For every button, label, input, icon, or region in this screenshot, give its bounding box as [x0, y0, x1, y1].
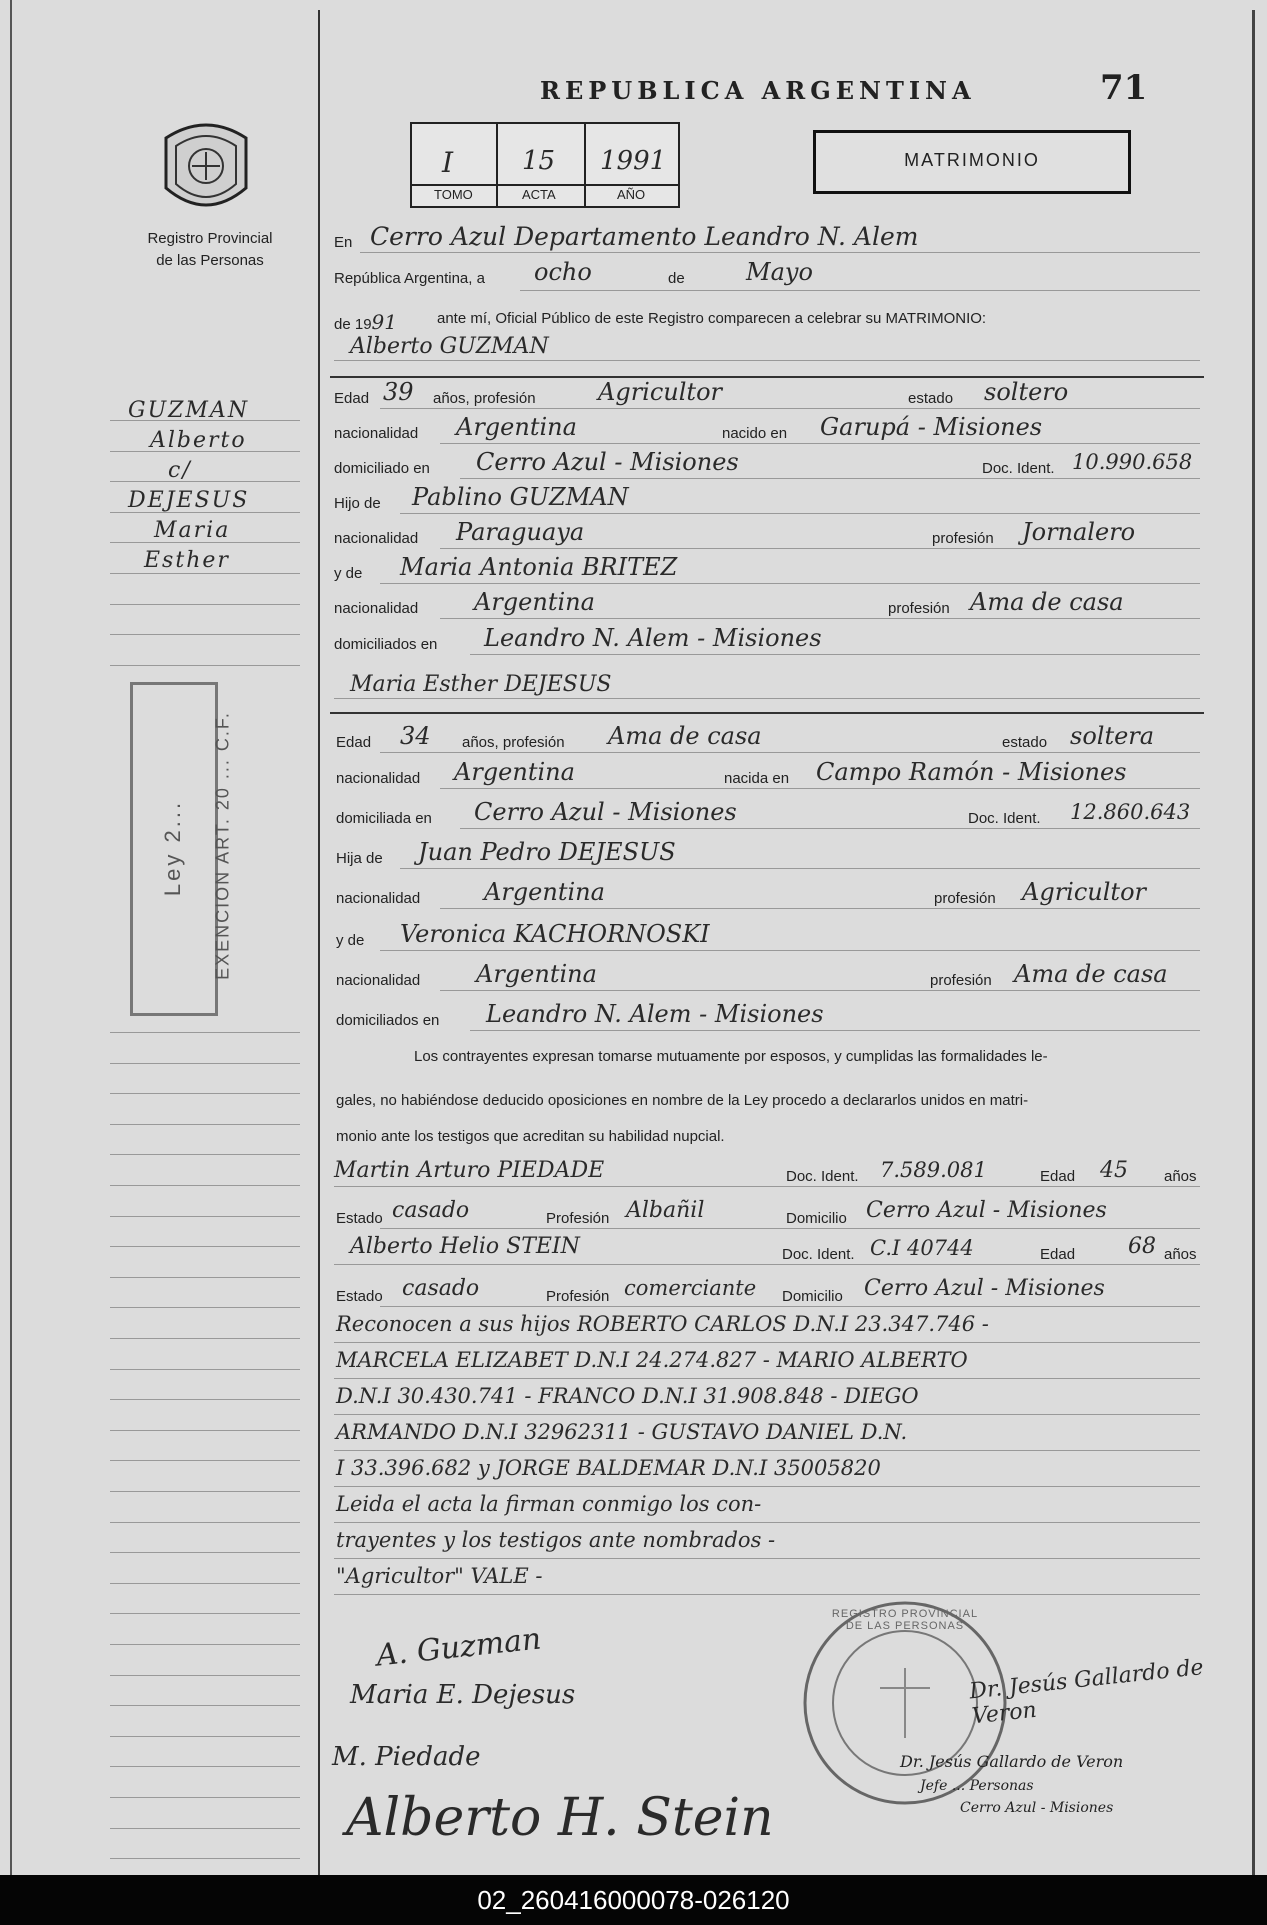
- groom-madre-nacionalidad: Argentina: [474, 588, 595, 616]
- tomo-value: I: [442, 146, 454, 179]
- groom-estado: soltero: [984, 378, 1069, 406]
- de-label: de: [668, 270, 685, 287]
- groom-nacido-en: Garupá - Misiones: [820, 413, 1043, 441]
- annotation-rule: [334, 1486, 1200, 1487]
- margin-ruled-line: [110, 1766, 300, 1767]
- bride-padres-domicilio: Leandro N. Alem - Misiones: [486, 1000, 824, 1028]
- groom-yde-label: y de: [334, 565, 363, 582]
- bride-nacida-en: Campo Ramón - Misiones: [816, 758, 1127, 786]
- margin-ruled-line: [110, 1430, 300, 1431]
- marriage-month: Mayo: [746, 258, 813, 286]
- bride-profesion: Ama de casa: [608, 722, 762, 750]
- witness-1-name: Martin Arturo PIEDADE: [334, 1158, 605, 1183]
- witness-2-doc: C.I 40744: [870, 1236, 974, 1260]
- margin-ruled-line: [110, 451, 300, 452]
- groom-section-rule: [330, 376, 1204, 378]
- margin-note-line: DEJESUS: [128, 488, 250, 513]
- annotation-line: I 33.396.682 y JORGE BALDEMAR D.N.I 35005820: [336, 1456, 881, 1480]
- margin-note-line: c/: [168, 458, 192, 483]
- margin-ruled-line: [110, 665, 300, 666]
- annotation-rule: [334, 1378, 1200, 1379]
- bride-yde-label: y de: [336, 932, 365, 949]
- officer-stamp-line1: Dr. Jesús Gallardo de Veron: [900, 1752, 1124, 1771]
- groom-doc-label: Doc. Ident.: [982, 460, 1055, 477]
- formula-line-2: gales, no habiéndose deducido oposiciones en nombre de la Ley procedo a declararlos unidos en matri-: [336, 1092, 1029, 1109]
- groom-estado-label: estado: [908, 390, 954, 407]
- witness-2-edad: 68: [1128, 1234, 1156, 1259]
- bride-padre-profesion: Agricultor: [1022, 878, 1146, 906]
- page-number: 71: [1100, 68, 1148, 108]
- formula-line-1: Los contrayentes expresan tomarse mutuamente por esposos, y cumplidas las formalidades le-: [414, 1048, 1048, 1065]
- witness-1-doc: 7.589.081: [880, 1158, 987, 1182]
- margin-ruled-line: [110, 1246, 300, 1247]
- bride-anos-label: años, profesión: [462, 734, 565, 751]
- bride-madre-nacionalidad: Argentina: [476, 960, 597, 988]
- annotation-line: trayentes y los testigos ante nombrados -: [336, 1528, 776, 1552]
- annotation-line: Leida el acta la firman conmigo los con-: [336, 1492, 762, 1516]
- margin-ruled-line: [110, 512, 300, 513]
- witness-1-signature: M. Piedade: [332, 1742, 481, 1772]
- bride-nacionalidad: Argentina: [454, 758, 575, 786]
- margin-ruled-line: [110, 1460, 300, 1461]
- groom-signature: A. Guzman: [374, 1621, 543, 1674]
- year-prefix-text: de 19: [334, 316, 372, 333]
- bride-padre-profesion-label: profesión: [934, 890, 996, 907]
- bride-edad-label: Edad: [336, 734, 372, 751]
- bride-name-heading: Maria Esther DEJESUS: [350, 672, 612, 697]
- intro-statement: ante mí, Oficial Público de este Registro comparecen a celebrar su MATRIMONIO:: [437, 310, 987, 327]
- annotation-line: "Agricultor" VALE -: [336, 1564, 543, 1588]
- margin-ruled-line: [110, 604, 300, 605]
- bride-estado: soltera: [1070, 722, 1155, 750]
- annotation-rule: [334, 1450, 1200, 1451]
- seal-org-line2: de las Personas: [156, 252, 264, 269]
- margin-ruled-line: [110, 1307, 300, 1308]
- groom-hijo-label: Hijo de: [334, 495, 381, 512]
- formula-line-3: monio ante los testigos que acreditan su habilidad nupcial.: [336, 1128, 725, 1145]
- act-type-box: [813, 130, 1131, 194]
- document-title: REPUBLICA ARGENTINA: [540, 76, 976, 105]
- round-stamp-text: REGISTRO PROVINCIAL DE LAS PERSONAS: [831, 1608, 979, 1632]
- groom-profesion: Agricultor: [598, 378, 722, 406]
- republica-label: República Argentina, a: [334, 270, 485, 287]
- groom-madre-profesion: Ama de casa: [970, 588, 1124, 616]
- margin-ruled-line: [110, 1124, 300, 1125]
- witness-2-profesion-label: Profesión: [546, 1288, 610, 1305]
- bride-madre-profesion: Ama de casa: [1014, 960, 1168, 988]
- margin-ruled-line: [110, 1491, 300, 1492]
- witness-1-profesion-label: Profesión: [546, 1210, 610, 1227]
- year-suffix: 91: [371, 310, 397, 334]
- left-margin-rule: [10, 0, 12, 1875]
- margin-ruled-line: [110, 1093, 300, 1094]
- margin-ruled-line: [110, 1613, 300, 1614]
- groom-anos-label: años, profesión: [433, 390, 536, 407]
- groom-padre-nacionalidad-label: nacionalidad: [334, 530, 419, 547]
- marriage-day: ocho: [534, 258, 592, 286]
- witness-1-anos-label: años: [1164, 1168, 1197, 1185]
- ano-label: AÑO: [617, 187, 646, 202]
- groom-domiciliado-label: domiciliado en: [334, 460, 430, 477]
- witness-1-estado-label: Estado: [336, 1210, 383, 1227]
- margin-note-line: Maria: [154, 518, 231, 543]
- exemption-stamp: [130, 682, 233, 1016]
- marriage-place: Cerro Azul Departamento Leandro N. Alem: [370, 222, 919, 251]
- margin-ruled-line: [110, 1797, 300, 1798]
- margin-ruled-line: [110, 1154, 300, 1155]
- margin-ruled-line: [110, 1705, 300, 1706]
- margin-note-line: Esther: [144, 548, 230, 573]
- margin-ruled-line: [110, 481, 300, 482]
- bride-nacionalidad-label: nacionalidad: [336, 770, 421, 787]
- bride-doc: 12.860.643: [1070, 800, 1191, 824]
- bride-section-rule: [330, 712, 1204, 714]
- witness-2-domicilio: Cerro Azul - Misiones: [864, 1276, 1105, 1301]
- witness-1-domicilio-label: Domicilio: [786, 1210, 847, 1227]
- tomo-label: TOMO: [434, 187, 473, 202]
- witness-1-edad: 45: [1100, 1158, 1128, 1183]
- groom-nacido-label: nacido en: [722, 425, 788, 442]
- groom-nacionalidad: Argentina: [456, 413, 577, 441]
- annotation-line: Reconocen a sus hijos ROBERTO CARLOS D.N.I 23.347.746 -: [336, 1312, 989, 1336]
- margin-ruled-line: [110, 1277, 300, 1278]
- annotation-rule: [334, 1594, 1200, 1595]
- margin-ruled-line: [110, 1216, 300, 1217]
- annotation-line: D.N.I 30.430.741 - FRANCO D.N.I 31.908.848 - DIEGO: [336, 1384, 919, 1408]
- margin-ruled-line: [110, 634, 300, 635]
- groom-domicilio: Cerro Azul - Misiones: [476, 448, 739, 476]
- bride-padre-nacionalidad: Argentina: [484, 878, 605, 906]
- bride-madre-profesion-label: profesión: [930, 972, 992, 989]
- groom-madre: Maria Antonia BRITEZ: [400, 553, 678, 581]
- right-edge-rule: [1252, 10, 1255, 1875]
- groom-doc: 10.990.658: [1072, 450, 1193, 474]
- groom-edad-label: Edad: [334, 390, 370, 407]
- groom-padres-domicilio: Leandro N. Alem - Misiones: [484, 624, 822, 652]
- ano-value: 1991: [600, 146, 667, 176]
- margin-ruled-line: [110, 1522, 300, 1523]
- margin-ruled-line: [110, 1399, 300, 1400]
- bride-signature: Maria E. Dejesus: [350, 1680, 576, 1710]
- margin-ruled-line: [110, 1063, 300, 1064]
- bride-hija-label: Hija de: [336, 850, 383, 867]
- bride-padres-domicilio-label: domiciliados en: [336, 1012, 440, 1029]
- bride-domiciliada-label: domiciliada en: [336, 810, 432, 827]
- witness-2-anos-label: años: [1164, 1246, 1197, 1263]
- officer-stamp-line3: Cerro Azul - Misiones: [960, 1800, 1114, 1816]
- margin-note-line: GUZMAN: [128, 398, 250, 423]
- groom-padre-nacionalidad: Paraguaya: [456, 518, 585, 546]
- witness-2-name: Alberto Helio STEIN: [350, 1234, 580, 1259]
- witness-2-edad-label: Edad: [1040, 1246, 1076, 1263]
- groom-madre-profesion-label: profesión: [888, 600, 950, 617]
- groom-name-heading: Alberto GUZMAN: [350, 334, 549, 359]
- witness-1-domicilio: Cerro Azul - Misiones: [866, 1198, 1107, 1223]
- annotation-rule: [334, 1414, 1200, 1415]
- margin-ruled-line: [110, 542, 300, 543]
- margin-ruled-line: [110, 1552, 300, 1553]
- exemption-stamp-text-2: EXENCION ART. 20 ... C.F.: [212, 711, 233, 980]
- en-label: En: [334, 234, 353, 251]
- scan-identifier-footer: 02_260416000078-026120: [0, 1875, 1267, 1925]
- bride-nacida-label: nacida en: [724, 770, 790, 787]
- exemption-stamp-text-1: Ley 2...: [160, 799, 185, 897]
- margin-ruled-line: [110, 1583, 300, 1584]
- margin-ruled-line: [110, 1185, 300, 1186]
- annotation-rule: [334, 1558, 1200, 1559]
- margin-ruled-line: [110, 1644, 300, 1645]
- bride-estado-label: estado: [1002, 734, 1048, 751]
- annotation-rule: [334, 1342, 1200, 1343]
- groom-padre: Pablino GUZMAN: [412, 483, 629, 511]
- margin-ruled-line: [110, 1032, 300, 1033]
- provincial-seal: [152, 118, 260, 218]
- witness-2-estado-label: Estado: [336, 1288, 383, 1305]
- witness-1-doc-label: Doc. Ident.: [786, 1168, 859, 1185]
- officer-signature: Dr. Jesús Gallardo de Veron: [968, 1655, 1205, 1730]
- bride-padre: Juan Pedro DEJESUS: [418, 838, 676, 866]
- margin-note-line: Alberto: [150, 428, 247, 453]
- annotation-line: ARMANDO D.N.I 32962311 - GUSTAVO DANIEL D.N.: [336, 1420, 908, 1444]
- groom-padres-domicilio-label: domiciliados en: [334, 636, 438, 653]
- margin-ruled-line: [110, 1828, 300, 1829]
- bride-doc-label: Doc. Ident.: [968, 810, 1041, 827]
- margin-ruled-line: [110, 1675, 300, 1676]
- witness-2-domicilio-label: Domicilio: [782, 1288, 843, 1305]
- witness-2-doc-label: Doc. Ident.: [782, 1246, 855, 1263]
- act-type-label: MATRIMONIO: [904, 150, 1040, 170]
- acta-label: ACTA: [522, 187, 556, 202]
- witness-2-signature: Alberto H. Stein: [346, 1788, 774, 1848]
- bride-madre: Veronica KACHORNOSKI: [400, 920, 710, 948]
- bride-madre-nacionalidad-label: nacionalidad: [336, 972, 421, 989]
- witness-1-edad-label: Edad: [1040, 1168, 1076, 1185]
- bride-edad: 34: [400, 722, 431, 750]
- annotation-rule: [334, 1522, 1200, 1523]
- acta-value: 15: [522, 146, 556, 176]
- officer-stamp-line2: Jefe ... Personas: [920, 1778, 1034, 1794]
- groom-madre-nacionalidad-label: nacionalidad: [334, 600, 419, 617]
- record-reference-box: [410, 122, 680, 208]
- margin-ruled-line: [110, 573, 300, 574]
- witness-1-profesion: Albañil: [626, 1198, 705, 1223]
- margin-ruled-line: [110, 1369, 300, 1370]
- witness-2-profesion: comerciante: [624, 1276, 757, 1300]
- groom-nacionalidad-label: nacionalidad: [334, 425, 419, 442]
- groom-padre-profesion-label: profesión: [932, 530, 994, 547]
- bride-padre-nacionalidad-label: nacionalidad: [336, 890, 421, 907]
- groom-edad: 39: [383, 378, 414, 406]
- margin-ruled-line: [110, 1858, 300, 1859]
- margin-ruled-line: [110, 420, 300, 421]
- margin-ruled-line: [110, 1338, 300, 1339]
- bride-domicilio: Cerro Azul - Misiones: [474, 798, 737, 826]
- witness-2-estado: casado: [402, 1276, 480, 1301]
- center-margin-rule: [318, 10, 320, 1875]
- groom-padre-profesion: Jornalero: [1022, 518, 1136, 546]
- year-prefix: [334, 310, 397, 334]
- seal-org-line1: Registro Provincial: [147, 230, 273, 247]
- margin-ruled-line: [110, 1736, 300, 1737]
- witness-1-estado: casado: [392, 1198, 470, 1223]
- annotation-line: MARCELA ELIZABET D.N.I 24.274.827 - MARIO ALBERTO: [336, 1348, 968, 1372]
